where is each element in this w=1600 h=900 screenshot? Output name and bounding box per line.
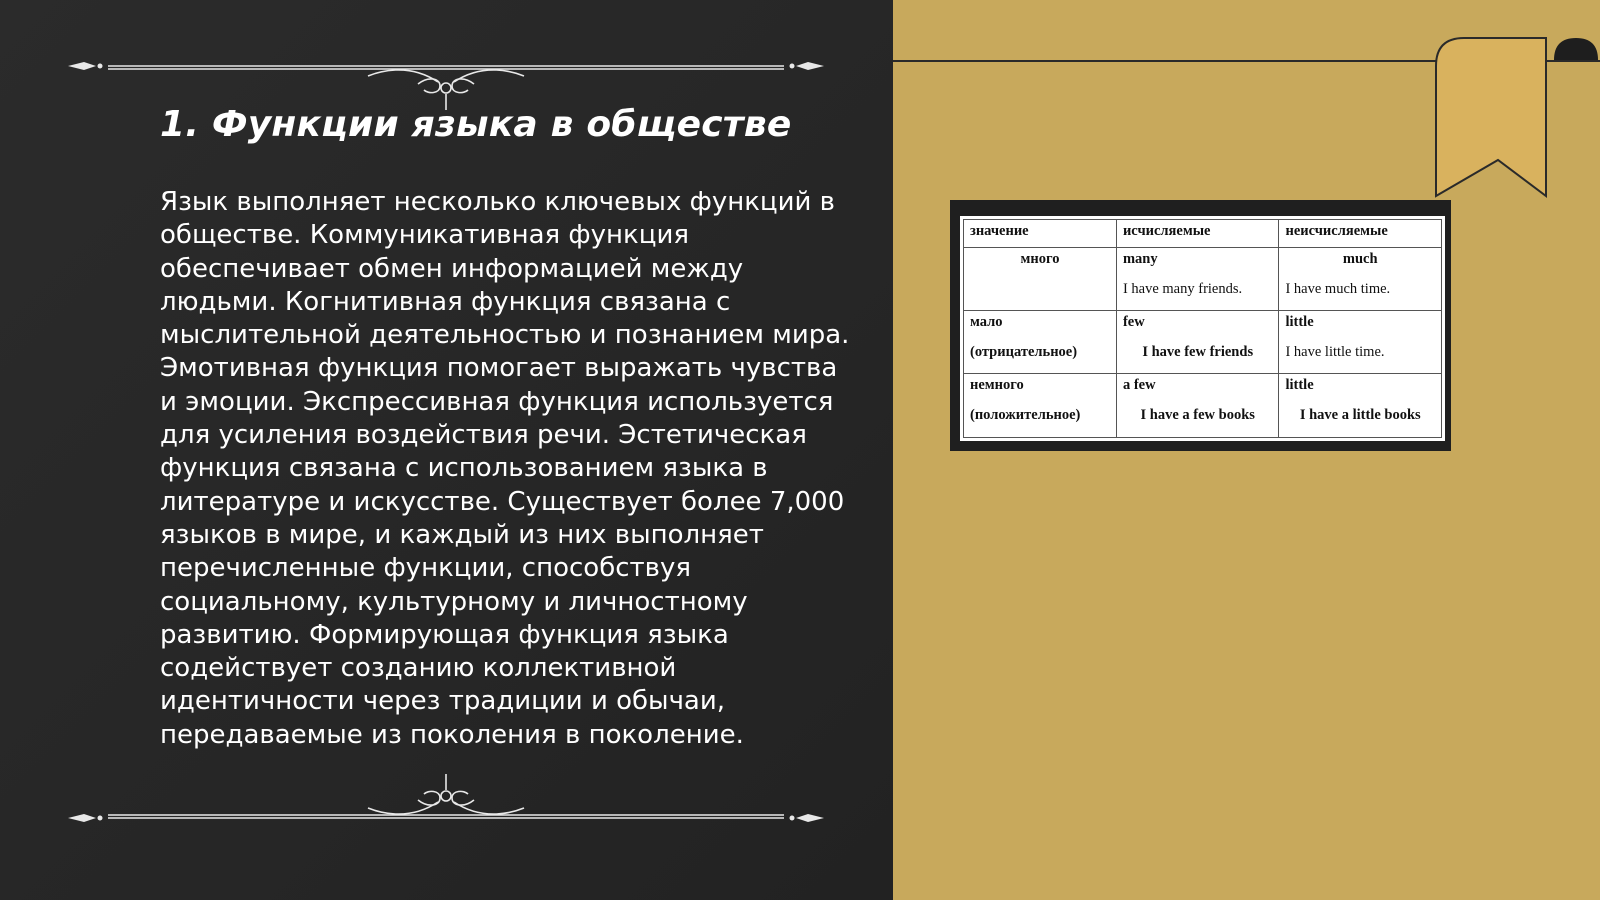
table-cell [1279,247,1442,310]
slide-body-text: Язык выполняет несколько ключевых функций в обществе. Коммуникативная функция обеспечивает обмен информацией между людьми. Когнитивная функция связана с мыслительной деятельностью и познанием мира. Эмотивная функция помогает выражать чувства и эмоции. Экспрессивная функция используется для усиления воздействия речи. Эстетическая функция связана с использованием языка в литературе и искусстве. Существует более 7,000 языков в мире, и каждый из них выполняет перечисленные функции, способствуя социальному, культурному и личностному развитию. Формирующая функция языка содействует созданию коллективной идентичности через традиции и обычаи, передаваемые из поколения в поколение. [160,187,850,750]
grammar-table-frame [950,200,1451,451]
meaning-label: много [1020,250,1060,267]
table-cell [1279,374,1442,438]
table-header-cell: неисчисляемые [1279,220,1442,248]
table-cell [1116,374,1279,438]
countable-example: I have few friends [1142,344,1254,361]
countable-example: I have many friends. [1122,280,1243,297]
table-cell [1279,311,1442,374]
table-header-cell: исчисляемые [1116,220,1279,248]
uncountable-example: I have much time. [1285,280,1391,297]
uncountable-word: much [1342,250,1378,267]
countable-word: many [1122,250,1158,267]
table-row [964,247,1442,310]
uncountable-example: I have little time. [1285,344,1385,361]
table-cell [1116,247,1279,310]
slide-title: 1. Функции языка в обществе [160,104,792,145]
flourish-divider-icon [68,772,824,832]
meaning-label: мало [970,314,1003,331]
ribbon-bookmark-icon [1434,36,1600,200]
meaning-label: немного [970,377,1024,394]
grammar-table-inner [960,216,1445,441]
table-header-row [964,220,1442,248]
table-cell [964,247,1117,310]
uncountable-word: little [1285,377,1314,394]
table-cell [964,374,1117,438]
table-cell [964,311,1117,374]
countable-example: I have a few books [1140,407,1255,424]
countable-word: a few [1122,377,1156,394]
countable-word: few [1122,314,1145,331]
flourish-divider-icon [68,52,824,112]
table-header-cell: значение [964,220,1117,248]
meaning-note: (отрицательное) [970,344,1078,361]
uncountable-example: I have a little books [1299,407,1421,424]
table-row [964,374,1442,438]
table-row [964,311,1442,374]
uncountable-word: little [1285,314,1314,331]
grammar-table [963,219,1442,438]
meaning-note: (положительное) [970,407,1081,424]
table-cell [1116,311,1279,374]
